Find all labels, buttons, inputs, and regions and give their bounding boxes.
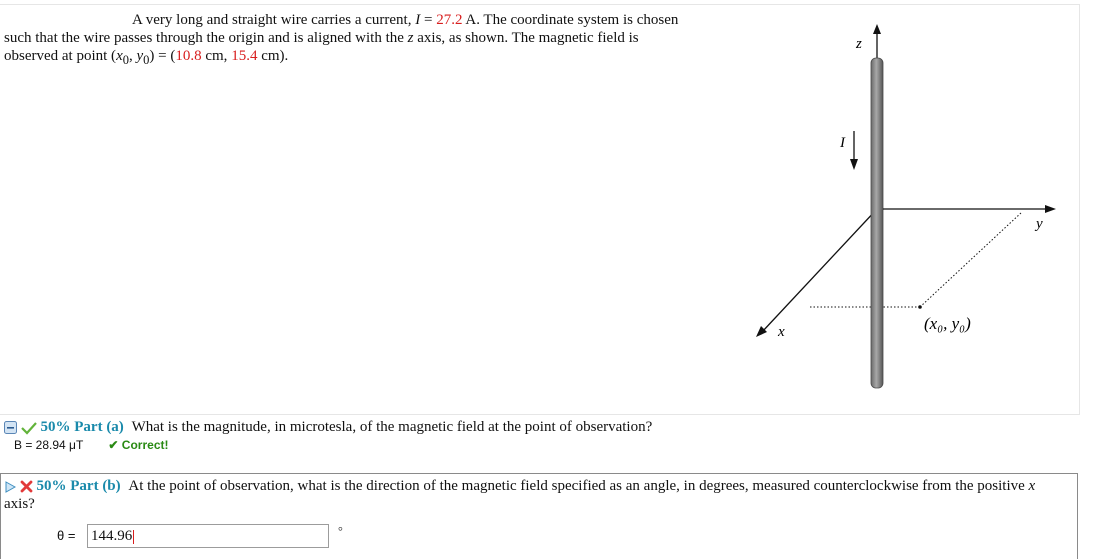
y-axis-label: y [1036, 216, 1043, 232]
x-axis-label: x [778, 324, 785, 340]
angle-input-value: 144.96 [91, 528, 133, 544]
text-caret [133, 530, 134, 544]
part-b-label: 50% Part (b) [36, 478, 121, 494]
part-b-header [4, 477, 1064, 513]
z-axis-label: z [856, 36, 862, 52]
part-a-answer [14, 438, 169, 452]
projection-y [920, 212, 1022, 307]
part-b-question: At the point of observation, what is the direction of the magnetic field specified as an angle, in degrees, measured counterclockwise from the positive x axis? [4, 478, 1036, 512]
degree-unit: ° [338, 524, 343, 538]
part-a-header [4, 418, 652, 436]
z-arrowhead [873, 24, 881, 34]
current-value: 27.2 [436, 12, 463, 28]
part-a-answer-value: B = 28.94 μT [14, 438, 84, 452]
current-label: I [840, 135, 845, 151]
part-b-box [0, 473, 1078, 559]
play-triangle-icon[interactable] [4, 481, 16, 493]
x-mark-icon [20, 480, 33, 493]
observation-point [918, 305, 922, 309]
y-arrowhead [1045, 205, 1056, 213]
x-coordinate-value: 10.8 [175, 48, 202, 64]
problem-statement: A very long and straight wire carries a current, I = 27.2 A. The coordinate system is chosen such that the wire passes through the origin and is aligned with the z axis, as shown. The magnetic field is observed at point ($x_0$, $y_0) = (10.8$ cm, 15.4 cm). [4, 12, 679, 67]
y-coordinate-value: 15.4 [231, 48, 258, 64]
theta-label: θ = [57, 528, 76, 543]
correct-badge: ✔ Correct! [108, 438, 169, 452]
angle-input[interactable] [87, 524, 329, 548]
check-icon [21, 421, 37, 435]
section-divider [0, 414, 1080, 415]
minus-box-icon[interactable] [4, 421, 17, 434]
wire [871, 58, 883, 388]
current-arrowhead [850, 159, 858, 170]
part-a-label: 50% Part (a) [40, 419, 124, 435]
x-axis [762, 209, 877, 332]
point-label: (x₀, y₀) [924, 314, 971, 333]
wire-diagram [740, 14, 1070, 404]
part-a-question: What is the magnitude, in microtesla, of the magnetic field at the point of observation? [131, 419, 653, 435]
